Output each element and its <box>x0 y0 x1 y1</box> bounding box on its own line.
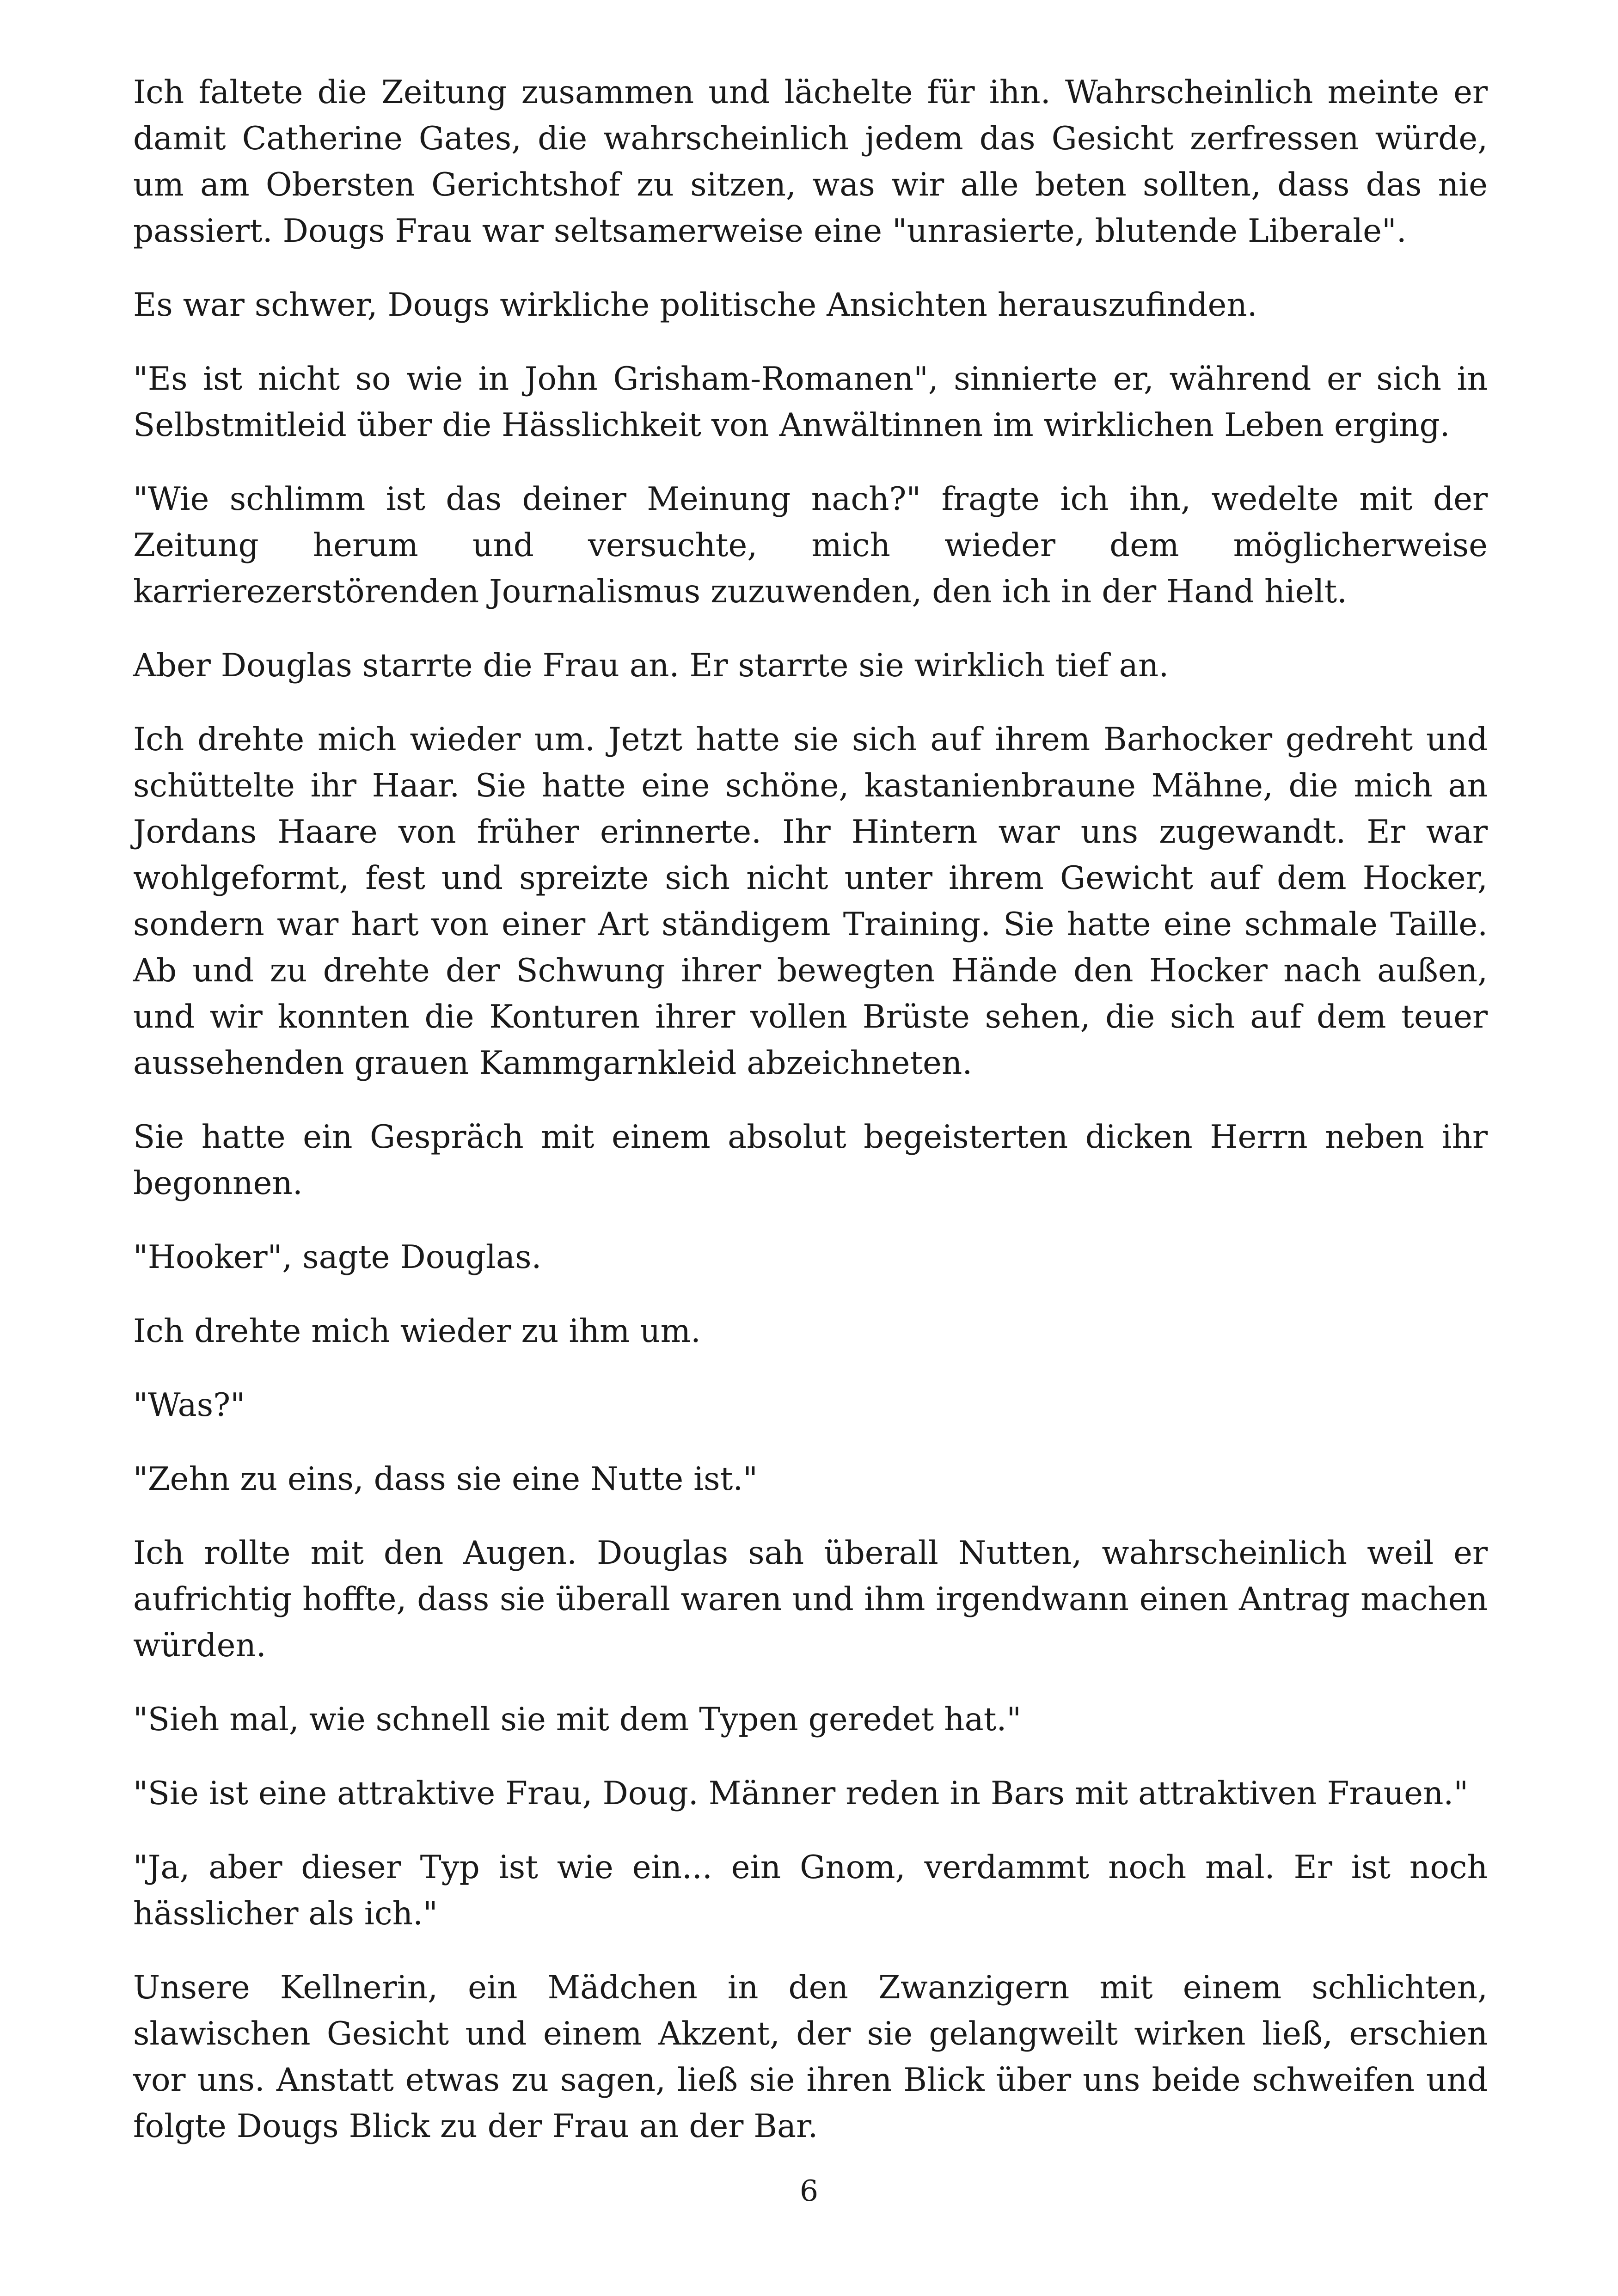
paragraph: Unsere Kellnerin, ein Mädchen in den Zwanzigern mit einem schlichten, slawischen Gesicht und einem Akzent, der sie gelangweilt wirken ließ, erschien vor uns. Anstatt etwas zu sagen, ließ sie ihren Blick über uns beide schweifen und folgte Dougs Blick zu der Frau an der Bar. <box>133 1969 1488 2145</box>
paragraph: Sie hatte ein Gespräch mit einem absolut begeisterten dicken Herrn neben ihr begonnen. <box>133 1119 1488 1202</box>
paragraph: "Es ist nicht so wie in John Grisham-Romanen", sinnierte er, während er sich in Selbstmitleid über die Hässlichkeit von Anwältinnen im wirklichen Leben erging. <box>133 361 1488 444</box>
paragraph: "Sie ist eine attraktive Frau, Doug. Männer reden in Bars mit attraktiven Frauen." <box>133 1775 1469 1812</box>
paragraph: Ich drehte mich wieder zu ihm um. <box>133 1313 701 1350</box>
paragraph: Es war schwer, Dougs wirkliche politische Ansichten herauszufinden. <box>133 287 1257 324</box>
paragraph: Aber Douglas starrte die Frau an. Er starrte sie wirklich tief an. <box>133 647 1169 684</box>
paragraph: Ich rollte mit den Augen. Douglas sah überall Nutten, wahrscheinlich weil er aufrichtig hoffte, dass sie überall waren und ihm irgendwann einen Antrag machen würden. <box>133 1535 1488 1664</box>
paragraph: Ich faltete die Zeitung zusammen und lächelte für ihn. Wahrscheinlich meinte er damit Catherine Gates, die wahrscheinlich jedem das Gesicht zerfressen würde, um am Obersten Gerichtshof zu sitzen, was wir alle beten sollten, dass das nie passiert. Dougs Frau war seltsamerweise eine "unrasierte, blutende Liberale". <box>133 74 1488 250</box>
paragraph: "Ja, aber dieser Typ ist wie ein... ein Gnom, verdammt noch mal. Er ist noch hässlicher als ich." <box>133 1849 1488 1932</box>
paragraph: "Hooker", sagte Douglas. <box>133 1239 542 1276</box>
paragraph: "Was?" <box>133 1387 245 1424</box>
page-body <box>133 69 1488 2177</box>
paragraph: "Zehn zu eins, dass sie eine Nutte ist." <box>133 1461 758 1498</box>
paragraph: "Wie schlimm ist das deiner Meinung nach?" fragte ich ihn, wedelte mit der Zeitung herum und versuchte, mich wieder dem möglicherweise karrierezerstörenden Journalismus zuzuwenden, den ich in der Hand hielt. <box>133 481 1488 610</box>
page-number: 6 <box>799 2174 819 2208</box>
paragraph: "Sieh mal, wie schnell sie mit dem Typen geredet hat." <box>133 1701 1022 1738</box>
paragraph: Ich drehte mich wieder um. Jetzt hatte sie sich auf ihrem Barhocker gedreht und schüttelte ihr Haar. Sie hatte eine schöne, kastanienbraune Mähne, die mich an Jordans Haare von früher erinnerte. Ihr Hintern war uns zugewandt. Er war wohlgeformt, fest und spreizte sich nicht unter ihrem Gewicht auf dem Hocker, sondern war hart von einer Art ständigem Training. Sie hatte eine schmale Taille. Ab und zu drehte der Schwung ihrer bewegten Hände den Hocker nach außen, und wir konnten die Konturen ihrer vollen Brüste sehen, die sich auf dem teuer aussehenden grauen Kammgarnkleid abzeichneten. <box>133 721 1488 1082</box>
